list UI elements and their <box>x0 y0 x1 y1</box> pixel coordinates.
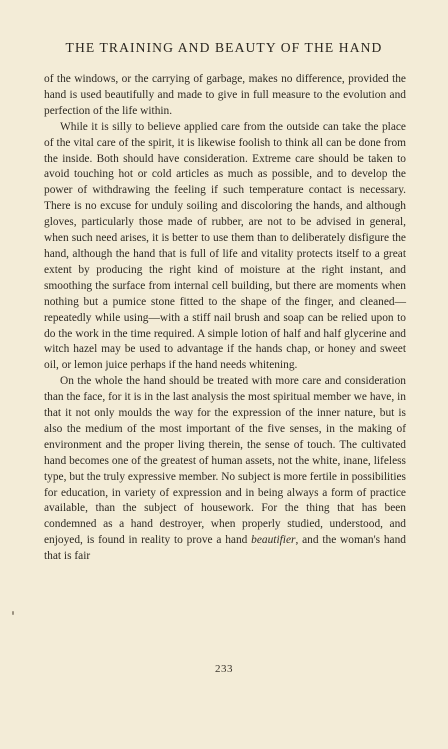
page-number: 233 <box>215 663 233 675</box>
margin-mark <box>12 611 14 615</box>
paragraph <box>44 374 406 565</box>
running-head: THE TRAINING AND BEAUTY OF THE HAND <box>65 40 383 55</box>
paragraph-text: , and the woman's hand that is fair <box>44 534 406 563</box>
paragraph-text: While it is silly to believe applied care from the outside can take the place of the vital care of the spirit, it is likewise foolish to think all can be done from the inside. Both should have consideration. Extreme care should be taken to avoid touching hot or cold articles as much as possible, and to develop the power of withdrawing the feeling if such temperature contact is necessary. There is no excuse for unduly soiling and discoloring the hands, and although gloves, particularly those made of rubber, are not to be advised in general, when such need arises, it is better to use them than to deliberately disfigure the hand, although the hand that is full of life and vitality protects itself to a great extent by producing the right kind of moisture at the right instant, and smoothing the surface from internal cell building, but there are moments when nothing but a pumice stone fitted to the shape of the finger, and cleaned—repeatedly while using—with a stiff nail brush and soap can be relied upon to do the work in the time required. A simple lotion of half and half glycerine and witch hazel may be used to advantage if the hands chap, or honey and sweet oil, or lemon juice perhaps if the hand needs whitening. <box>44 120 406 372</box>
body-text <box>44 72 406 565</box>
paragraph <box>44 120 406 375</box>
paragraph-text: On the whole the hand should be treated with more care and consideration than the face, for it is in the last analysis the most spiritual member we have, in that it not only moulds the way for the expression of the inner nature, but is also the medium of the most important of the five senses, in the making of environment and the proper living therein, the sense of touch. The cultivated hand becomes one of the greatest of human assets, not the white, inane, lifeless type, but the truly expressive member. No subject is more fertile in possibilities for education, in variety of expression and in being always a form of practice available, than the subject of housework. For the thing that has been condemned as a hand destroyer, when properly studied, understood, and enjoyed, is found in reality to prove a hand <box>44 375 406 547</box>
paragraph <box>44 72 406 120</box>
italic-text: beautifier <box>251 534 296 547</box>
paragraph-text: of the windows, or the carrying of garbage, makes no difference, provided the hand is used beautifully and made to give in full measure to the evolution and perfection of the life within. <box>44 73 406 117</box>
